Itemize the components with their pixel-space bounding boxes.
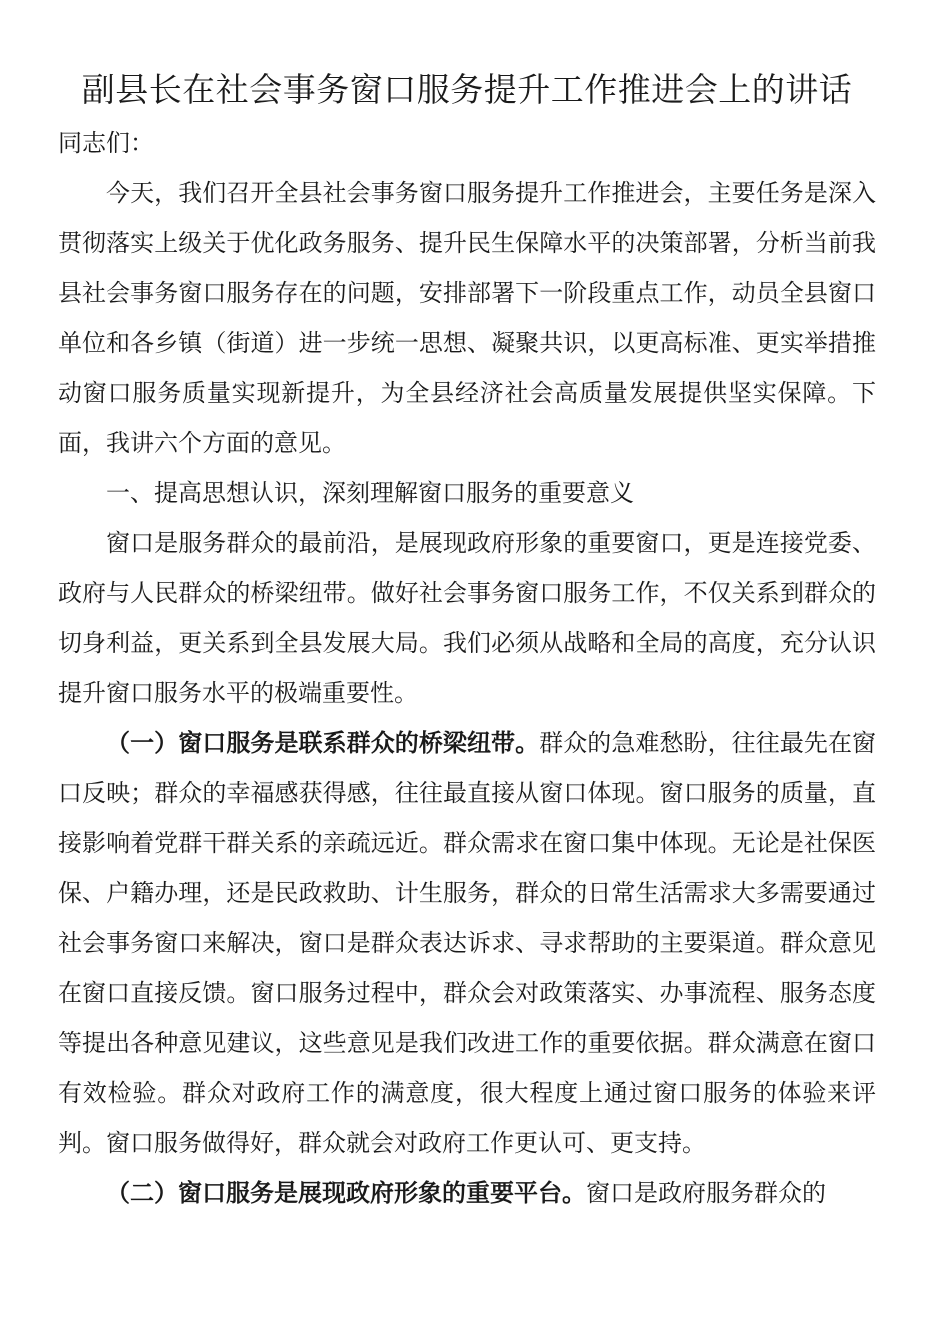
section-1-paragraph: 窗口是服务群众的最前沿，是展现政府形象的重要窗口，更是连接党委、政府与人民群众的桥梁纽带。做好社会事务窗口服务工作，不仅关系到群众的切身利益，更关系到全县发展大局。我们必须从战略和全局的高度，充分认识提升窗口服务水平的极端重要性。 (58, 529, 876, 707)
document-page (58, 62, 876, 1218)
subsection-2-paragraph (58, 1168, 876, 1218)
salutation: 同志们： (58, 129, 154, 157)
section-1-heading: 一、提高思想认识，深刻理解窗口服务的重要意义 (106, 479, 634, 507)
document-title: 副县长在社会事务窗口服务提升工作推进会上的讲话 (81, 70, 853, 109)
subsection-1-lead: （一）窗口服务是联系群众的桥梁纽带。 (106, 729, 540, 757)
intro-paragraph: 今天，我们召开全县社会事务窗口服务提升工作推进会，主要任务是深入贯彻落实上级关于优化政务服务、提升民生保障水平的决策部署，分析当前我县社会事务窗口服务存在的问题，安排部署下一阶段重点工作，动员全县窗口单位和各乡镇（街道）进一步统一思想、凝聚共识，以更高标准、更实举措推动窗口服务质量实现新提升，为全县经济社会高质量发展提供坚实保障。下面，我讲六个方面的意见。 (58, 179, 876, 457)
subsection-2-lead: （二）窗口服务是展现政府形象的重要平台。 (106, 1179, 586, 1207)
subsection-1-paragraph (58, 718, 876, 1168)
subsection-1-body: 群众的急难愁盼，往往最先在窗口反映；群众的幸福感获得感，往往最直接从窗口体现。窗口服务的质量，直接影响着党群干群关系的亲疏远近。群众需求在窗口集中体现。无论是社保医保、户籍办理，还是民政救助、计生服务，群众的日常生活需求大多需要通过社会事务窗口来解决，窗口是群众表达诉求、寻求帮助的主要渠道。群众意见在窗口直接反馈。窗口服务过程中，群众会对政策落实、办事流程、服务态度等提出各种意见建议，这些意见是我们改进工作的重要依据。群众满意在窗口有效检验。群众对政府工作的满意度，很大程度上通过窗口服务的体验来评判。窗口服务做得好，群众就会对政府工作更认可、更支持。 (58, 729, 877, 1157)
subsection-2-body: 窗口是政府服务群众的 (586, 1179, 826, 1207)
